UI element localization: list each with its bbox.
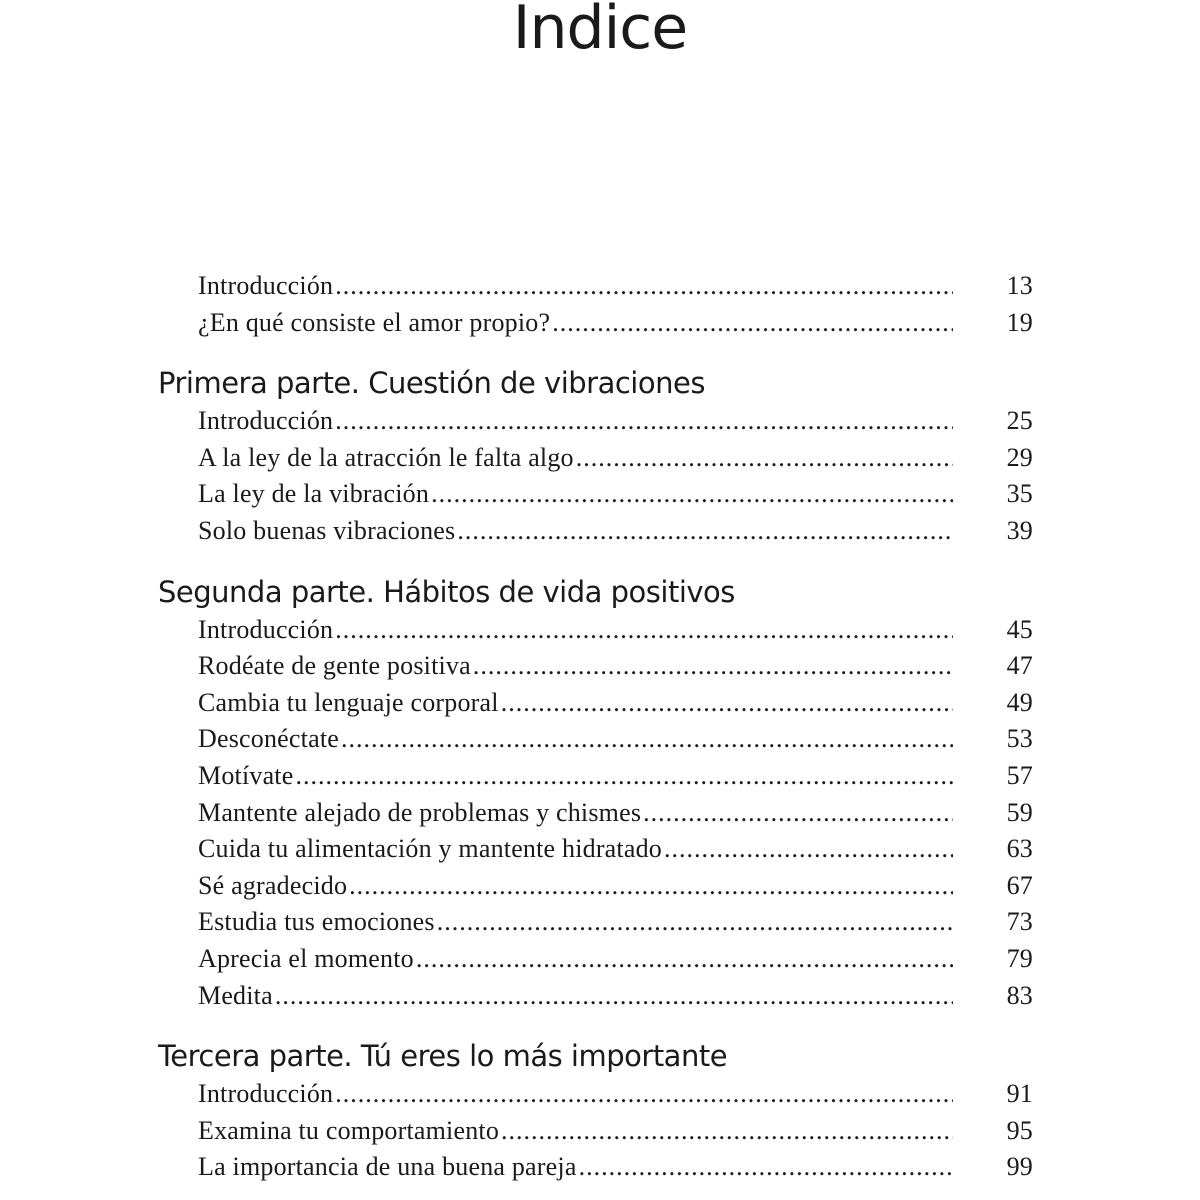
toc-entry-title: Cuida tu alimentación y mantente hidratado [198,834,662,864]
toc-intro-group [158,268,1038,341]
toc-entry-title: Mantente alejado de problemas y chismes [198,797,642,827]
toc-entry[interactable] [158,403,1038,440]
toc-entry-title: La ley de la vibración [198,479,430,509]
toc-entry-page: 35 [1006,479,1033,509]
toc-entry-page: 91 [1006,1079,1033,1109]
toc-entry[interactable] [158,1149,1038,1186]
table-of-contents [158,268,1038,1186]
dot-leader [437,904,953,941]
toc-entry[interactable] [158,1076,1038,1113]
toc-entry-title: Introducción [198,1079,334,1109]
toc-entry[interactable] [158,648,1038,685]
toc-section-segunda [158,572,1038,1015]
toc-entry[interactable] [158,795,1038,832]
toc-entry-title: Introducción [198,406,334,436]
dot-leader [295,758,953,795]
toc-entry-title: Examina tu comportamiento [198,1115,500,1145]
toc-entry-page: 83 [1006,980,1033,1010]
toc-entry-title: Solo buenas vibraciones [198,515,456,545]
toc-entry-title: A la ley de la atracción le falta algo [198,442,574,472]
toc-section-tercera [158,1036,1038,1186]
toc-entry-page: 29 [1006,442,1033,472]
toc-entry-title: Cambia tu lenguaje corporal [198,687,499,717]
toc-entry[interactable] [158,268,1038,305]
toc-entry-title: Medita [198,980,273,1010]
section-heading[interactable]: Tercera parte. Tú eres lo más importante [158,1039,728,1074]
toc-entry-title: Sé agradecido [198,870,348,900]
toc-entry[interactable] [158,440,1038,477]
section-heading[interactable]: Primera parte. Cuestión de vibraciones [158,366,705,401]
toc-entry[interactable] [158,758,1038,795]
toc-section-primera [158,363,1038,549]
dot-leader [457,513,953,550]
toc-entry-title: ¿En qué consiste el amor propio? [198,307,551,337]
toc-entry-page: 57 [1006,760,1033,790]
toc-entry-title: Aprecia el momento [198,943,414,973]
dot-leader [576,440,953,477]
toc-entry-page: 25 [1006,406,1033,436]
toc-entry[interactable] [158,612,1038,649]
toc-entry[interactable] [158,831,1038,868]
dot-leader [643,795,953,832]
toc-entry[interactable] [158,904,1038,941]
dot-leader [431,476,953,513]
dot-leader [335,612,953,649]
toc-entry[interactable] [158,305,1038,342]
toc-entry[interactable] [158,685,1038,722]
toc-entry-page: 63 [1006,834,1033,864]
dot-leader [335,1076,953,1113]
toc-entry-page: 53 [1006,724,1033,754]
toc-entry-page: 79 [1006,943,1033,973]
toc-entry-page: 99 [1006,1152,1033,1182]
dot-leader [335,268,953,305]
toc-entry-page: 13 [1006,271,1033,300]
dot-leader [416,941,953,978]
toc-entry-page: 19 [1006,307,1033,337]
toc-entry[interactable] [158,476,1038,513]
toc-entry-title: La importancia de una buena pareja [198,1152,577,1182]
toc-entry-page: 39 [1006,515,1033,545]
toc-entry-title: Motívate [198,760,294,790]
toc-entry-page: 49 [1006,687,1033,717]
page-title: Indice [512,0,688,63]
toc-entry-page: 59 [1006,797,1033,827]
toc-entry-page: 47 [1006,651,1033,681]
toc-entry-page: 45 [1006,614,1033,644]
dot-leader [579,1149,953,1186]
toc-entry-title: Introducción [198,271,334,300]
dot-leader [501,1113,953,1150]
dot-leader [501,685,953,722]
toc-entry[interactable] [158,941,1038,978]
toc-entry-title: Introducción [198,614,334,644]
toc-entry[interactable] [158,1113,1038,1150]
toc-entry-title: Desconéctate [198,724,339,754]
dot-leader [349,868,953,905]
dot-leader [275,978,953,1015]
toc-entry-title: Rodéate de gente positiva [198,651,471,681]
toc-entry[interactable] [158,721,1038,758]
section-heading[interactable]: Segunda parte. Hábitos de vida positivos [158,574,735,609]
toc-entry-page: 73 [1006,907,1033,937]
dot-leader [335,403,953,440]
toc-entry[interactable] [158,513,1038,550]
dot-leader [341,721,953,758]
toc-entry[interactable] [158,868,1038,905]
toc-entry-title: Estudia tus emociones [198,907,435,937]
toc-entry[interactable] [158,978,1038,1015]
dot-leader [664,831,953,868]
dot-leader [552,305,953,342]
dot-leader [473,648,953,685]
toc-entry-page: 95 [1006,1115,1033,1145]
toc-entry-page: 67 [1006,870,1033,900]
